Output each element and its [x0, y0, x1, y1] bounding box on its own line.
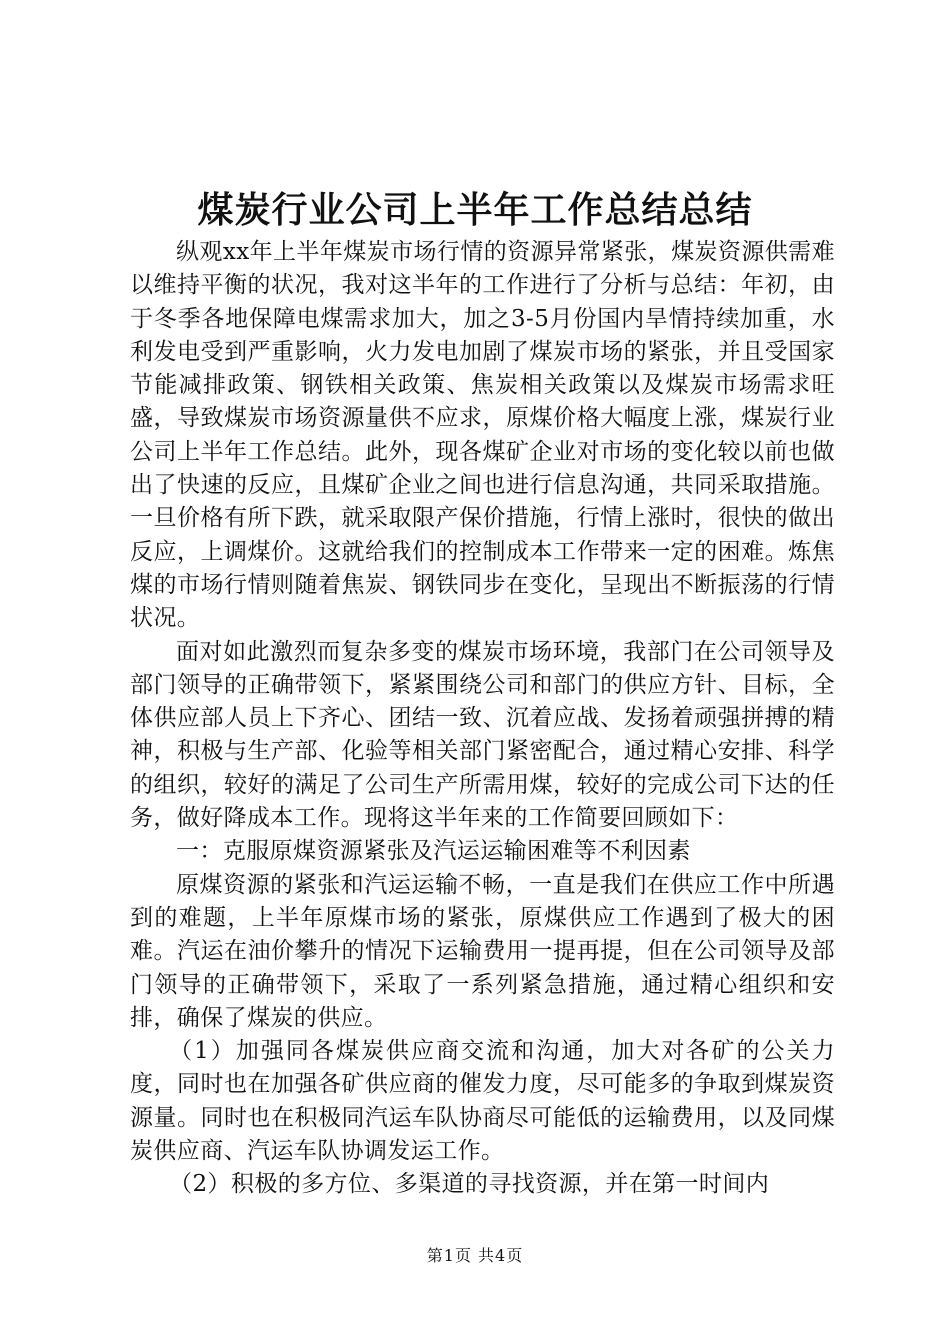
section-heading-one: 一：克服原煤资源紧张及汽运运输困难等不利因素: [176, 838, 691, 865]
paragraph-supply-difficulty: 原煤资源的紧张和汽运运输不畅，一直是我们在供应工作中所遇到的难题，上半年原煤市场的紧张，原煤供应工作遇到了极大的困难。汽运在油价攀升的情况下运输费用一提再提，但在公司领导及部门领导的正确带领下，采取了一系列紧急措施，通过精心组织和安排，确保了煤炭的供应。: [130, 871, 835, 1031]
paragraph-measure-2: （2）积极的多方位、多渠道的寻找资源，并在第一时间内: [169, 1171, 770, 1198]
paragraph-department-response: 面对如此激烈而复杂多变的煤炭市场环境，我部门在公司领导及部门领导的正确带领下，紧紧围绕公司和部门的供应方针、目标，全体供应部人员上下齐心、团结一致、沉着应战、发扬着顽强拼搏的精神，积极与生产部、化验等相关部门紧密配合，通过精心安排、科学的组织，较好的满足了公司生产所需用煤，较好的完成公司下达的任务，做好降成本工作。现将这半年来的工作简要回顾如下：: [130, 638, 835, 832]
document-body: [130, 236, 835, 1202]
paragraph-measure-1: （1）加强同各煤炭供应商交流和沟通，加大对各矿的公关力度，同时也在加强各矿供应商的催发力度，尽可能多的争取到煤炭资源量。同时也在积极同汽运车队协商尽可能低的运输费用，以及同煤炭供应商、汽运车队协调发运工作。: [130, 1038, 835, 1165]
page-number-footer: 第1页 共4页: [426, 1246, 524, 1265]
document-title: 煤炭行业公司上半年工作总结总结: [197, 189, 753, 231]
paragraph-market-overview: 纵观xx年上半年煤炭市场行情的资源异常紧张，煤炭资源供需难以维持平衡的状况，我对这半年的工作进行了分析与总结：年初，由于冬季各地保障电煤需求加大，加之3-5月份国内旱情持续加重，水利发电受到严重影响，火力发电加剧了煤炭市场的紧张，并且受国家节能减排政策、钢铁相关政策、焦炭相关政策以及煤炭市场需求旺盛，导致煤炭市场资源量供不应求，原煤价格大幅度上涨，煤炭行业公司上半年工作总结。此外，现各煤矿企业对市场的变化较以前也做出了快速的反应，且煤矿企业之间也进行信息沟通，共同采取措施。一旦价格有所下跌，就采取限产保价措施，行情上涨时，很快的做出反应，上调煤价。这就给我们的控制成本工作带来一定的困难。炼焦煤的市场行情则随着焦炭、钢铁同步在变化，呈现出不断振荡的行情状况。: [130, 239, 835, 632]
